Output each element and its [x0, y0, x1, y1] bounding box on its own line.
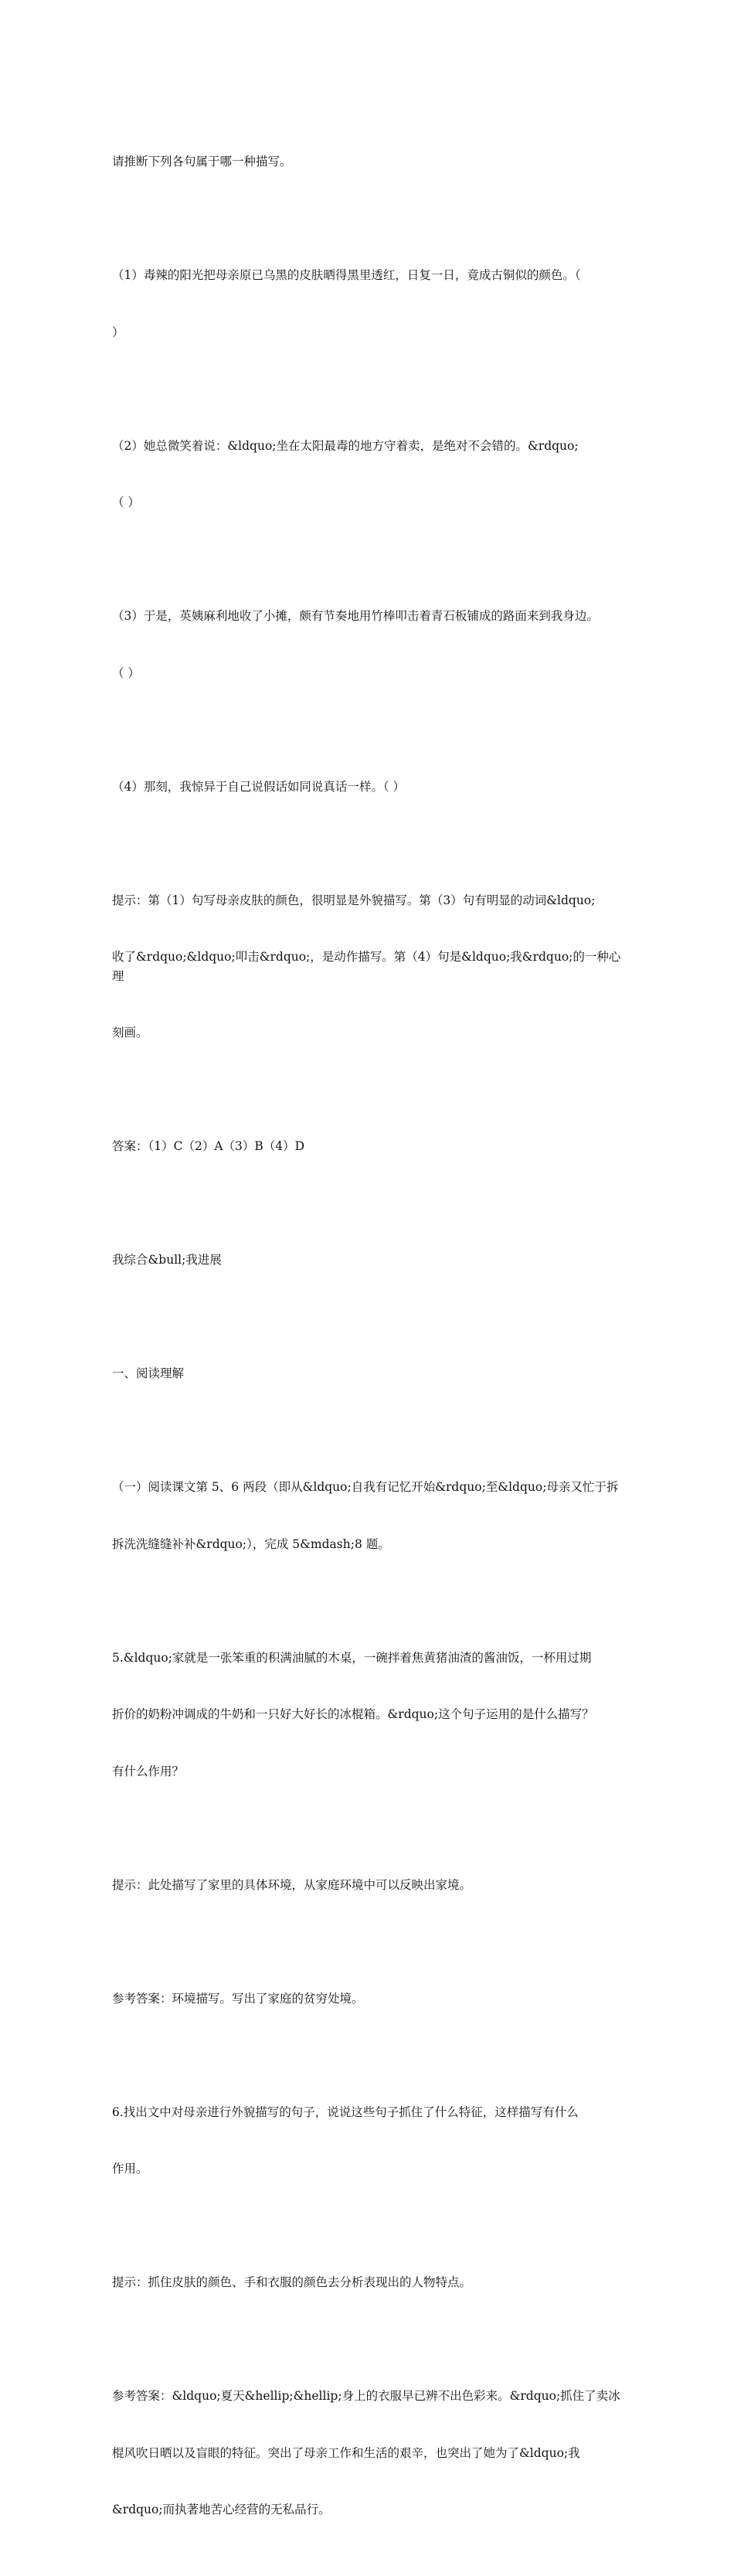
text-line: （1）毒辣的阳光把母亲原已乌黑的皮肤晒得黑里透红，日复一日，竟成古铜似的颜色。（ — [112, 268, 581, 282]
text-line: （4）那刻，我惊异于自己说假话如同说真话一样。（ ） — [112, 779, 406, 794]
text-line: 刻画。 — [112, 1026, 148, 1040]
question-6-paragraph — [112, 2065, 631, 2217]
text-line: 收了&rdquo;&ldquo;叩击&rdquo;，是动作描写。第（4）句是&ldquo;我&rdquo;的一种心理 — [112, 950, 621, 983]
text-line: ） — [112, 325, 124, 339]
text-line: 我综合&bull;我进展 — [112, 1253, 222, 1267]
question-5-answer-paragraph — [112, 1952, 631, 2047]
text-line: （ ） — [112, 495, 140, 509]
answer-paragraph — [112, 1099, 631, 1194]
hint-paragraph — [112, 853, 631, 1080]
instruction-paragraph — [112, 114, 631, 209]
question-4-paragraph — [112, 740, 631, 835]
text-line: 提示：第（1）句写母亲皮肤的颜色，很明显是外貌描写。第（3）句有明显的动词&ldquo; — [112, 893, 596, 907]
text-line: 答案：（1）C（2）A（3）B（4）D — [112, 1139, 305, 1153]
text-line: （一）阅读课文第 5、6 两段（即从&ldquo;自我有记忆开始&rdquo;至&ldquo;母亲又忙于拆 — [112, 1480, 619, 1494]
text-line: （ ） — [112, 665, 140, 680]
text-line: 5.&ldquo;家就是一张笨重的积满油腻的木桌，一碗拌着焦黄猪油渣的酱油饭，一杯用过期 — [112, 1650, 592, 1665]
question-6-hint-paragraph — [112, 2235, 631, 2330]
question-3-paragraph — [112, 569, 631, 720]
question-1-paragraph — [112, 228, 631, 379]
text-line: 折价的奶粉冲调成的牛奶和一只好大好长的冰棍箱。&rdquo;这个句子运用的是什么描写？ — [112, 1707, 594, 1721]
reading-instruction-paragraph — [112, 1440, 631, 1591]
question-5-paragraph — [112, 1611, 631, 1819]
text-line: 提示：此处描写了家里的具体环境，从家庭环境中可以反映出家境。 — [112, 1877, 472, 1892]
section-heading — [112, 1213, 631, 1308]
document-body — [112, 114, 631, 2576]
text-line: 6.找出文中对母亲进行外貌描写的句子，说说这些句子抓住了什么特征，这样描写有什么 — [112, 2105, 579, 2119]
text-line: 棍风吹日晒以及盲眼的特征。突出了母亲工作和生活的艰辛，也突出了她为了&ldquo;我 — [112, 2445, 580, 2460]
text-line: 参考答案：&ldquo;夏天&hellip;&hellip;身上的衣服早已辨不出色彩来。&rdquo;抓住了卖冰 — [112, 2389, 620, 2403]
text-line: 作用。 — [112, 2162, 148, 2176]
question-6-answer-paragraph — [112, 2349, 631, 2557]
question-2-paragraph — [112, 399, 631, 550]
text-line: （3）于是，英姨麻利地收了小摊，颇有节奏地用竹棒叩击着青石板铺成的路面来到我身边。 — [112, 609, 599, 623]
text-line: （2）她总微笑着说：&ldquo;坐在太阳最毒的地方守着卖，是绝对不会错的。&rdquo; — [112, 438, 579, 453]
text-line: 有什么作用？ — [112, 1764, 185, 1778]
text-line: 拆洗洗缝缝补补&rdquo;），完成 5&mdash;8 题。 — [112, 1536, 390, 1551]
question-5-hint-paragraph — [112, 1838, 631, 1933]
text-line: 提示：抓住皮肤的颜色、手和衣服的颜色去分析表现出的人物特点。 — [112, 2275, 472, 2289]
text-line: &rdquo;而执著地苦心经营的无私品行。 — [112, 2503, 331, 2516]
text-line: 请推断下列各句属于哪一种描写。 — [112, 155, 292, 168]
subsection-heading — [112, 1326, 631, 1421]
text-line: 参考答案：环境描写。写出了家庭的贫穷处境。 — [112, 1991, 364, 2006]
text-line: 一、阅读理解 — [112, 1366, 185, 1380]
